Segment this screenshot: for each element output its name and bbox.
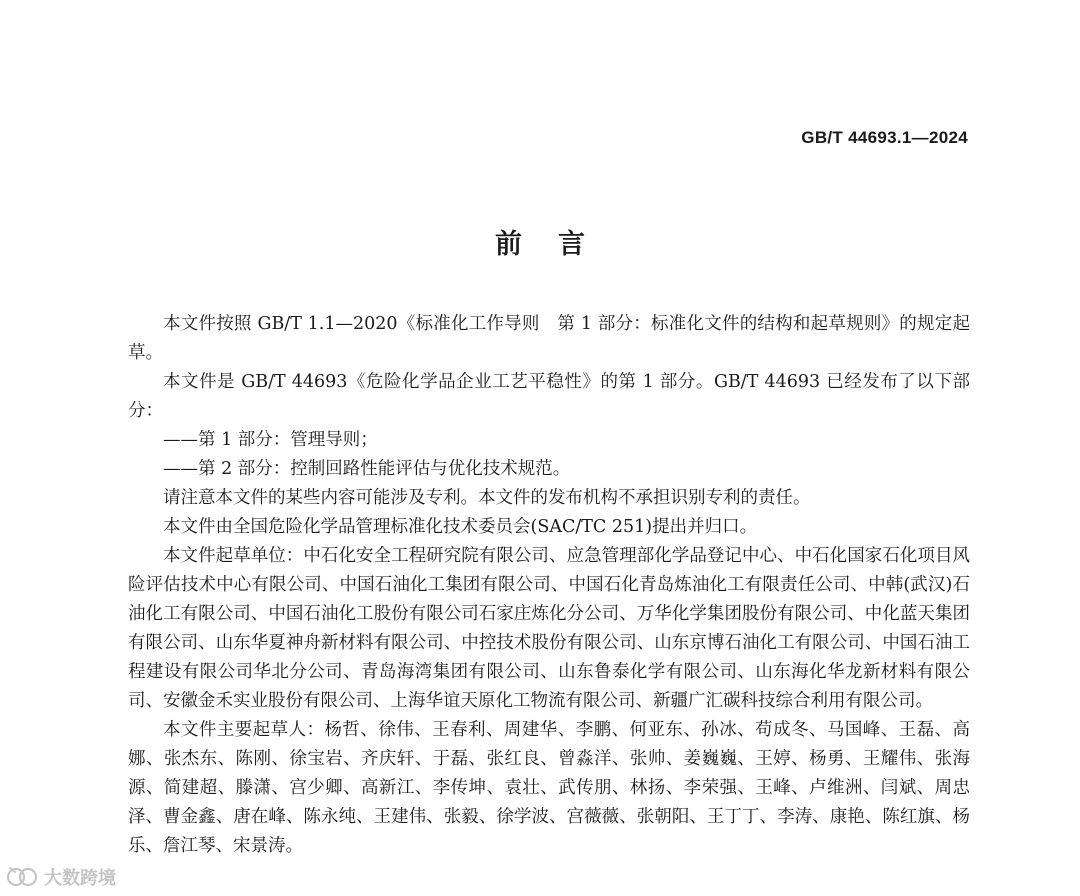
paragraph-patent-notice: 请注意本文件的某些内容可能涉及专利。本文件的发布机构不承担识别专利的责任。	[163, 488, 811, 508]
paragraph-series-intro: 本文件是 GB/T 44693《危险化学品企业工艺平稳性》的第 1 部分。GB/T 44693 已经发布了以下部分：	[128, 372, 970, 421]
watermark	[6, 864, 116, 890]
paragraph-drafters: 本文件主要起草人：杨哲、徐伟、王春利、周建华、李鹏、何亚东、孙冰、苟成冬、马国峰、王磊、高娜、张杰东、陈刚、徐宝岩、齐庆轩、于磊、张红良、曾淼洋、张帅、姜巍巍、王婷、杨勇、王耀伟、张海源、简建超、滕潇、宫少卿、高新江、李传坤、袁壮、武传朋、林扬、李荣强、王峰、卢维洲、闫斌、周忠泽、曹金鑫、唐在峰、陈永纯、王建伟、张毅、徐学波、宫薇薇、张朝阳、王丁丁、李涛、康艳、陈红旗、杨乐、詹江琴、宋景涛。	[128, 720, 970, 856]
page-title: 前言	[495, 229, 621, 260]
list-item-part-1: ——第 1 部分：管理导则；	[163, 430, 378, 450]
watermark-text: 大数跨境	[44, 868, 116, 889]
paragraph-drafting-units: 本文件起草单位：中石化安全工程研究院有限公司、应急管理部化学品登记中心、中石化国家石化项目风险评估技术中心有限公司、中国石油化工集团有限公司、中国石化青岛炼油化工有限责任公司、中韩(武汉)石油化工有限公司、中国石油化工股份有限公司石家庄炼化分公司、万华化学集团股份有限公司、中化蓝天集团有限公司、山东华夏神舟新材料有限公司、中控技术股份有限公司、山东京博石油化工有限公司、中国石油工程建设有限公司华北分公司、青岛海湾集团有限公司、山东鲁泰化学有限公司、山东海化华龙新材料有限公司、安徽金禾实业股份有限公司、上海华谊天原化工物流有限公司、新疆广汇碳科技综合利用有限公司。	[128, 546, 970, 711]
document-body	[128, 310, 970, 861]
list-item-part-2: ——第 2 部分：控制回路性能评估与优化技术规范。	[163, 459, 571, 479]
brand-logo-icon	[6, 864, 38, 890]
standard-number: GB/T 44693.1—2024	[801, 128, 968, 147]
paragraph-drafting-basis: 本文件按照 GB/T 1.1—2020《标准化工作导则 第 1 部分：标准化文件的结构和起草规则》的规定起草。	[128, 314, 970, 363]
paragraph-proposer: 本文件由全国危险化学品管理标准化技术委员会(SAC/TC 251)提出并归口。	[163, 517, 758, 537]
